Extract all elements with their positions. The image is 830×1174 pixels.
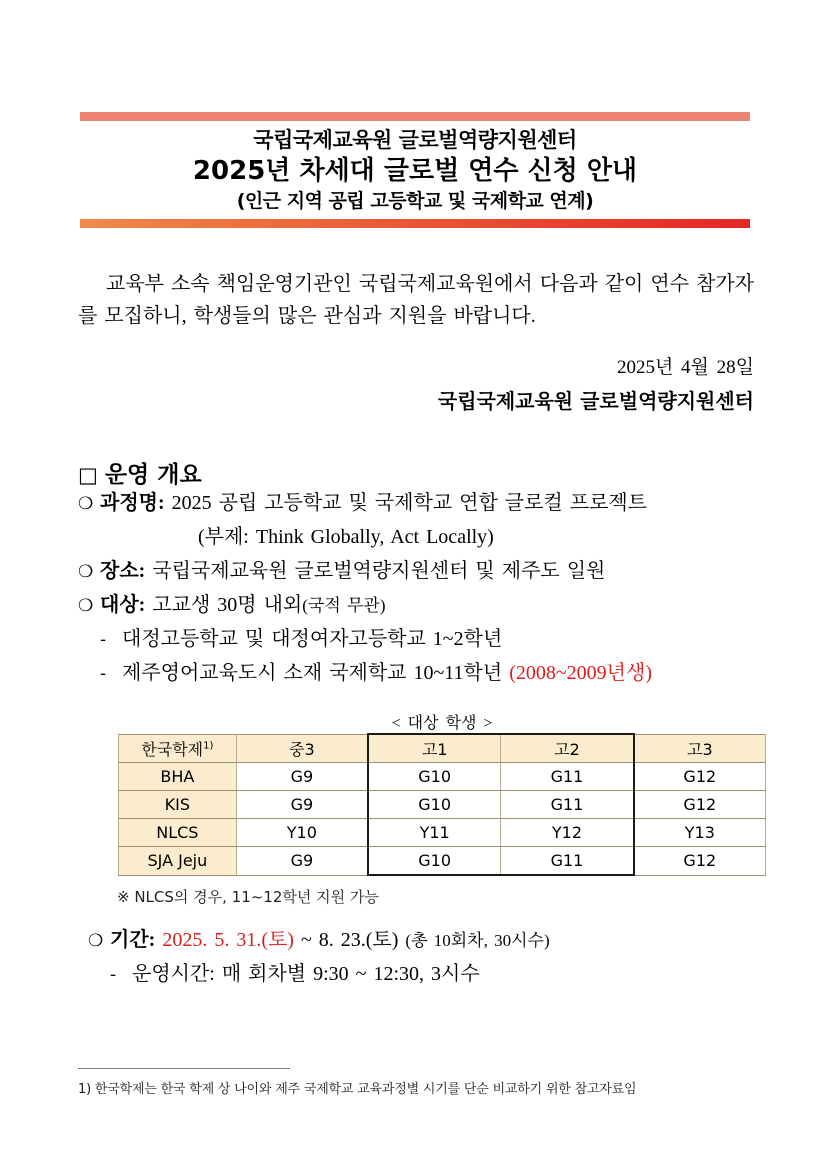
table-cell: G9 <box>236 847 368 876</box>
title-top-rule <box>80 112 750 121</box>
row-header-school: NLCS <box>119 819 237 847</box>
schedule-list <box>88 930 788 998</box>
table-cell: Y10 <box>236 819 368 847</box>
column-header-h3: 고3 <box>634 734 766 763</box>
title-line-organization: 국립국제교육원 글로벌역량지원센터 <box>253 128 577 152</box>
table-cell: G12 <box>634 847 766 876</box>
square-bullet-icon: □ <box>78 463 98 487</box>
list-item-label: 장소: <box>100 560 146 582</box>
dash-bullet-icon: - <box>100 630 107 650</box>
footnote-divider <box>78 1068 290 1069</box>
dash-bullet-icon: - <box>110 965 117 985</box>
title-block <box>80 112 750 228</box>
list-item-target <box>78 595 778 615</box>
list-item-value: 국립국제교육원 글로벌역량지원센터 및 제주도 일원 <box>145 560 606 582</box>
table-cell: Y11 <box>368 819 501 847</box>
title-line-main: 2025년 차세대 글로벌 연수 신청 안내 <box>192 155 638 186</box>
column-header-system <box>119 734 237 763</box>
list-item-operating-hours <box>88 964 788 984</box>
intro-paragraph: 교육부 소속 책임운영기관인 국립국제교육원에서 다음과 같이 연수 참가자를 모집하니, 학생들의 많은 관심과 지원을 바랍니다. <box>78 273 754 328</box>
row-header-school: BHA <box>119 763 237 791</box>
title-bottom-rule <box>80 219 750 228</box>
list-item-course-subtitle <box>78 527 778 547</box>
list-item-label: 기간: <box>110 929 156 951</box>
list-item-value: ~ 8. 23.(토) <box>293 929 406 951</box>
circle-bullet-icon: ❍ <box>88 931 104 951</box>
column-header-m3: 중3 <box>236 734 368 763</box>
list-item-label: 대상: <box>100 594 146 616</box>
list-item-label: 과정명: <box>100 492 165 514</box>
table-row <box>119 763 766 791</box>
title-text-group <box>80 121 750 219</box>
target-students-table <box>118 733 766 876</box>
table-row <box>119 847 766 876</box>
list-item-target-local-schools <box>78 629 778 649</box>
list-item-location <box>78 561 778 581</box>
list-item-course-name <box>78 493 778 513</box>
list-item-value-note: (국적 무관) <box>302 596 386 615</box>
overview-list <box>78 493 778 697</box>
table-cell: G10 <box>368 763 501 791</box>
footnote-marker: 1) <box>203 740 214 752</box>
circle-bullet-icon: ❍ <box>78 596 94 616</box>
signature-organization: 국립국제교육원 글로벌역량지원센터 <box>437 391 754 413</box>
list-item-value-highlight: (2008~2009년생) <box>509 662 652 684</box>
table-caption: < 대상 학생 > <box>391 715 493 732</box>
column-header-h1: 고1 <box>368 734 501 763</box>
list-item-period <box>88 930 788 950</box>
column-header-h2: 고2 <box>501 734 634 763</box>
list-item-target-intl-schools <box>78 663 778 683</box>
table-row <box>119 791 766 819</box>
table-cell: G10 <box>368 791 501 819</box>
list-item-value: 제주영어교육도시 소재 국제학교 10~11학년 <box>122 662 510 684</box>
dash-bullet-icon: - <box>100 664 107 684</box>
table-cell: G11 <box>501 847 634 876</box>
table-note: ※ NLCS의 경우, 11~12학년 지원 가능 <box>117 888 379 906</box>
table-row <box>119 819 766 847</box>
section-heading <box>78 456 202 489</box>
list-item-value-note: (총 10회차, 30시수) <box>405 931 550 950</box>
circle-bullet-icon: ❍ <box>78 562 94 582</box>
table-cell: G11 <box>501 763 634 791</box>
list-item-value: 대정고등학교 및 대정여자고등학교 1~2학년 <box>122 628 503 650</box>
list-item-value: 2025 공립 고등학교 및 국제학교 연합 글로컬 프로젝트 <box>164 492 648 514</box>
row-header-school: SJA Jeju <box>119 847 237 876</box>
table-cell: G9 <box>236 791 368 819</box>
list-item-value: 운영시간: 매 회차별 9:30 ~ 12:30, 3시수 <box>132 963 480 985</box>
table-cell: G9 <box>236 763 368 791</box>
signature-date: 2025년 4월 28일 <box>616 357 754 378</box>
title-line-subtitle: (인근 지역 공립 고등학교 및 국제학교 연계) <box>236 190 594 213</box>
table-cell: G12 <box>634 763 766 791</box>
row-header-school: KIS <box>119 791 237 819</box>
footnote-text: 1) 한국학제는 한국 학제 상 나이와 제주 국제학교 교육과정별 시기를 단순 비교하기 위한 참고자료임 <box>78 1082 637 1097</box>
section-heading-label: 운영 개요 <box>104 462 202 488</box>
list-item-value: (부제: Think Globally, Act Locally) <box>198 526 494 548</box>
table-cell: G11 <box>501 791 634 819</box>
list-item-value-highlight: 2025. 5. 31.(토) <box>155 929 294 951</box>
table-cell: Y13 <box>634 819 766 847</box>
column-header-label: 한국학제 <box>141 739 204 759</box>
table-cell: Y12 <box>501 819 634 847</box>
table-cell: G10 <box>368 847 501 876</box>
list-item-value: 고교생 30명 내외 <box>145 594 303 616</box>
table-cell: G12 <box>634 791 766 819</box>
circle-bullet-icon: ❍ <box>78 494 94 514</box>
table-header-row <box>119 734 766 763</box>
